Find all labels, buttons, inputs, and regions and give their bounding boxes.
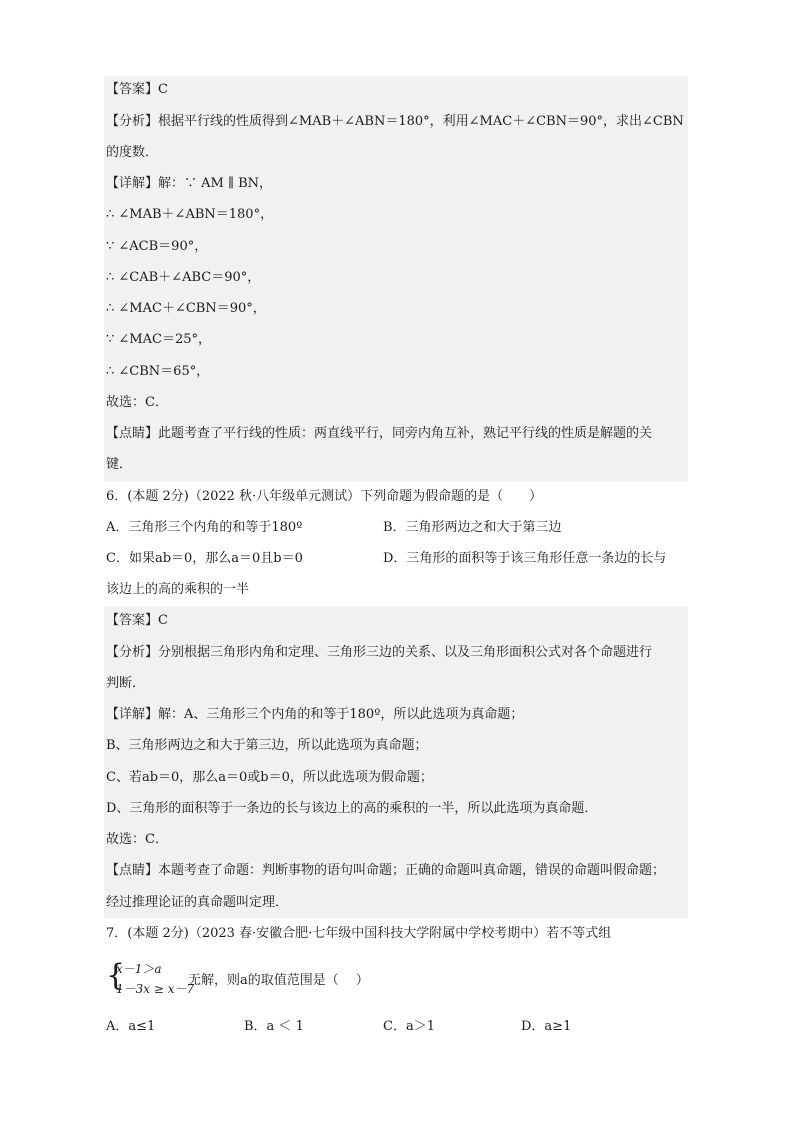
q5-detail-line3: ∵ ∠ACB＝90°，: [106, 239, 208, 254]
q5-detail-line2: ∴ ∠MAB＋∠ABN＝180°，: [106, 207, 274, 222]
inequality-system-brace: {: [106, 958, 126, 993]
q6-option-a: A．三角形三个内角的和等于180º: [106, 520, 303, 535]
q6-detail-line3: C、若ab＝0，那么a＝0或b＝0，所以此选项为假命题；: [106, 770, 433, 785]
q6-option-b: B．三角形两边之和大于第三边: [383, 520, 562, 535]
q6-stem: 6．(本题 2分)（2022 秋·八年级单元测试）下列命题为假命题的是（ ）: [106, 489, 543, 504]
q7-option-b: B．a ＜ 1: [244, 1019, 304, 1034]
q5-comment-line2: 键．: [106, 457, 133, 472]
q6-option-d-line1: D．三角形的面积等于该三角形任意一条边的长与: [383, 551, 667, 566]
q6-answer: 【答案】C: [106, 613, 168, 628]
q5-analysis-line2: 的度数．: [106, 145, 159, 160]
q5-answer: 【答案】C: [106, 82, 168, 97]
q6-option-d-line2: 该边上的高的乘积的一半: [106, 582, 250, 597]
q6-detail-line4: D、三角形的面积等于一条边的长与该边上的高的乘积的一半，所以此选项为真命题．: [106, 801, 598, 816]
q7-stem-tail: 无解，则a的取值范围是（ ）: [188, 973, 369, 988]
q5-choice: 故选：C．: [106, 395, 168, 410]
q6-analysis-line2: 判断．: [106, 676, 146, 691]
q6-detail-line1: 【详解】解：A、三角形三个内角的和等于180º，所以此选项为真命题；: [106, 707, 524, 722]
q6-comment-line1: 【点睛】本题考查了命题：判断事物的语句叫命题；正确的命题叫真命题，错误的命题叫假命题；: [106, 863, 666, 878]
q7-option-d: D．a≥1: [521, 1019, 572, 1034]
q6-analysis-line1: 【分析】分别根据三角形内角和定理、三角形三边的关系、以及三角形面积公式对各个命题进行: [106, 645, 653, 660]
q7-option-a: A．a≤1: [106, 1019, 156, 1034]
q6-comment-line2: 经过推理论证的真命题叫定理．: [106, 895, 289, 910]
q6-choice: 故选：C．: [106, 832, 168, 847]
q6-option-c: C．如果ab＝0，那么a＝0且b＝0: [106, 551, 303, 566]
q5-detail-line6: ∵ ∠MAC＝25°，: [106, 332, 211, 347]
q6-detail-line2: B、三角形两边之和大于第三边，所以此选项为真命题；: [106, 738, 428, 753]
q5-detail-line5: ∴ ∠MAC＋∠CBN＝90°，: [106, 301, 266, 316]
inequality-line2: 1－3x ≥ x－7: [116, 982, 195, 996]
q7-option-c: C．a＞1: [383, 1019, 435, 1034]
q5-analysis-line1: 【分析】根据平行线的性质得到∠MAB＋∠ABN＝180°，利用∠MAC＋∠CBN＝90°，求出∠CBN: [106, 114, 684, 129]
q7-stem: 7．(本题 2分)（2023 春·安徽合肥·七年级中国科技大学附属中学校考期中）若不等式组: [106, 926, 612, 941]
inequality-line1: x－1＞a: [116, 962, 162, 976]
q5-detail-line7: ∴ ∠CBN＝65°，: [106, 364, 210, 379]
q5-detail-line1: 【详解】解：∵ AM ∥ BN，: [106, 176, 273, 191]
q5-comment-line1: 【点睛】此题考查了平行线的性质：两直线平行，同旁内角互补，熟记平行线的性质是解题的关: [106, 426, 653, 441]
q5-detail-line4: ∴ ∠CAB＋∠ABC＝90°，: [106, 270, 261, 285]
